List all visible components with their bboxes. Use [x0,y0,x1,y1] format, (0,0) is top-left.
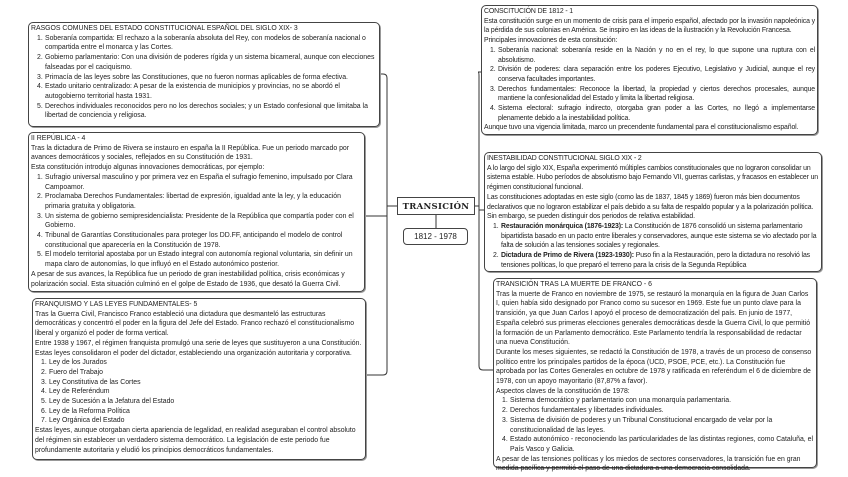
node-transicion-franco[interactable] [493,278,817,473]
list-item: 3. Primacía de las leyes sobre las Constituciones, que no fueron normas aplicables de forma efectiva. [37,73,348,81]
paragraph: A lo largo del siglo XIX, España experimentó múltiples cambios constitucionales que no lograron consolidar un sistema estable. Hubo períodos de absolutismo bajo Fernando VII, guerras carlistas, y fracasos en establecer un régimen constitucional funcional. [487,164,819,192]
list-item: 2. Dictadura de Primo de Rivera (1923-1930): Puso fin a la Restauración, pero la dictadura no resolvió las tensiones políticas, lo que preparó el terreno para la crisis de la Segunda República [493,252,810,269]
paragraph: Esta constitución surge en un momento de crisis para el imperio español, afectado por la invasión napoleónica y la pérdida de sus colonias en América. Se inspiro en las ideas de la ilustración y la Revolución Francesa. [484,17,815,35]
list-item: 3. Sistema de división de poderes y un Tribunal Constitucional encargado de velar por la constitucionalidad de las leyes. [502,416,773,434]
aspectos-list [496,396,814,454]
paragraph: A pesar de las tensiones políticas y los miedos de sectores conservadores, la transición fue en gran medida pacífica y permitió el paso de una dictadura a una democracia consolidada. [496,455,801,473]
list-item: 2. División de poderes: clara separación entre los poderes Ejecutivo, Legislativo y Judicial, aunque el rey conserva facultades importantes. [490,66,815,83]
paragraph: Tras la dictadura de Primo de Rivera se instauro en españa la II República. Fue un periodo marcado por avances democráticos y sociales, reflejados en su Constitución de 1931. [31,144,350,162]
list-item: 5. El modelo territorial apostaba por un Estado integral con autonomía regional voluntaria, sin definir un mapa claro de autonomías, lo que influyó en el Estado autonómico posterior. [37,251,353,269]
list-item: 7. Ley Orgánica del Estado [41,417,125,425]
list-item: 2. Derechos fundamentales y libertades individuales. [502,407,664,415]
paragraph: A pesar de sus avances, la República fue un periodo de gran inestabilidad política, crisis económicas y polarización social. Esta situación culminó en el golpe de Estado de 1936, que desató la Guerra Civil. [31,270,345,288]
paragraph: Estas leyes, aunque otorgaban cierta apariencia de legalidad, en realidad aseguraban el control absoluto del régimen sin establecer un verdadero sistema democrático. La legislación de este periodo fue profundamente autoritaria y eludió los principios democráticos fundamentales. [35,427,356,454]
node-title: FRANQUISMO Y LAS LEYES FUNDAMENTALES- 5 [35,301,198,308]
list-item: 4. Ley de Referéndum [41,388,110,396]
node-title: TRANSICIÓN TRAS LA MUERTE DE FRANCO - 6 [496,281,652,288]
node-constitucion-1812[interactable] [481,5,818,135]
list-item: 3. Derechos fundamentales: Reconoce la libertad, la propiedad y ciertos derechos procesales, aunque mantiene la confesionalidad del Estado y limita la libertad religiosa. [490,85,815,103]
paragraph: Tras la muerte de Franco en noviembre de 1975, se restauró la monarquía en la figura de Juan Carlos I, quien había sido designado por Franco como su sucesor en 1969. Este fue un punto clave para la transición, ya que Juan Carlos I apoyó el proceso de democratización del país. En junio de 1977, España celebró sus primeras elecciones generales democráticas desde la Guerra Civil, lo que permitió la formación de un Parlamento democrático. Este Parlamento tendría la responsabilidad de redactar una nueva Constitución. [496,290,811,347]
list-item: 3. Ley Constitutiva de las Cortes [41,378,141,386]
node-rasgos-comunes[interactable] [28,22,380,127]
list-item: 1. Sufragio universal masculino y por primera vez en España el sufragio femenino, impulsado por Clara Campoamor. [37,173,353,191]
node-franquismo[interactable] [32,298,366,460]
paragraph: Esta constitución introdujo algunas innovaciones democráticas, por ejemplo: [31,164,265,172]
date-range-node[interactable]: 1812 - 1978 [403,228,468,245]
leyes-list [35,358,363,426]
node-title: INESTABILIDAD CONSTITUCIONAL SIGLO XIX - 2 [487,155,642,162]
list-item: 5. Ley de Sucesión a la Jefatura del Estado [41,398,175,406]
periodos-list [487,222,819,271]
node-title: II REPÚBLICA - 4 [31,135,86,142]
list-item: 1. Soberanía nacional: soberanía reside en la Nación y no en el rey, lo que supone una ruptura con el absolutismo. [490,46,815,64]
list-item: 6. Ley de la Reforma Política [41,407,130,415]
list-item: 5. Derechos individuales reconocidos pero no los derechos sociales; y un Estado confesional que limitaba la libertad de conciencia y religiosa. [37,102,368,120]
paragraph: Aspectos claves de la constitución de 1978: [496,387,630,395]
node-ii-republica[interactable] [28,132,365,292]
republica-list [31,173,362,270]
paragraph: Durante los meses siguientes, se redactó la Constitución de 1978, a través de un proceso de consenso político entre los principales partidos de la época (UCD, PSOE, PCE, etc.). La Constitución fue aprobada por las Cortes Generales en octubre de 1978 y ratificada en referéndum el 6 de diciembre de 1978, con un apoyo mayoritario (87,87% a favor). [496,348,812,386]
central-topic-transicion[interactable]: TRANSICIÓN [397,197,475,215]
paragraph: Tras la Guerra Civil, Francisco Franco estableció una dictadura que desmanteló las estructuras democráticas y concentró el poder en la figura del Jefe del Estado. Franco rechazó el constitucionalismo liberal y organizó el poder de forma vertical. [35,310,355,338]
list-item: 1. Sistema democrático y parlamentario con una monarquía parlamentaria. [502,397,731,405]
rasgos-list [31,34,377,121]
paragraph: Las constituciones adoptadas en este siglo (como las de 1837, 1845 y 1869) fueron más bien documentos declarativos que no lograron estabilizar el país debido a su falta de respaldo popular y a la polarización política. Sin embargo, se pueden distinguir dos periodos de relativa estabilidad. [487,193,814,221]
list-item: 3. Un sistema de gobierno semipresidencialista: Presidente de la República que compartía poder con el Gobierno. [37,212,354,230]
list-item: 2. Fuero del Trabajo [41,368,104,376]
list-item: 1. Restauración monárquica (1876-1923): La Constitución de 1876 consolidó un sistema parlamentario bipartidista basado en un pacto entre liberales y conservadores, aunque este sistema se vio afectado por la falta de solución a las tensiones sociales y regionales. [493,222,817,250]
node-title: CONSCITUCIÓN DE 1812 - 1 [484,8,574,15]
node-title: RASGOS COMUNES DEL ESTADO CONSTITUCIONAL ESPAÑOL DEL SIGLO XIX- 3 [31,25,298,32]
paragraph: Aunque tuvo una vigencia limitada, marco un precendente fundamental para el constitucionalismo español. [484,124,799,132]
list-item: 2. Proclamaba Derechos Fundamentales: libertad de expresión, igualdad ante la ley, y la educación primaria gratuita y obligatoria. [37,193,341,210]
list-item: 4. Estado unitario centralizado: A pesar de la existencia de municipios y provincias, no se abordó el autogobierno territorial hasta 1931. [37,83,340,100]
list-item: 1. Ley de los Jurados [41,359,107,367]
innovaciones-list [484,46,815,124]
node-inestabilidad[interactable] [484,152,822,272]
list-item: 1. Soberanía compartida: El rechazo a la soberanía absoluta del Rey, con modelos de soberanía nacional o compartida entre el monarca y las Cortes. [37,34,366,52]
list-item: 4. Sistema electoral: sufragio indirecto, otorgaba gran poder a las Cortes, no llegó a implementarse plenamente debido a la inestabilidad política. [490,105,815,122]
list-item: 4. Tribunal de Garantías Constitucionales para proteger los DD.FF, anticipando el modelo de control constitucional que aparecería en la Constitución de 1978. [37,232,343,249]
list-item: 4. Estado autonómico - reconociendo las particularidades de las distintas regiones, como Cataluña, el País Vasco y Galicia. [502,436,813,453]
list-item: 2. Gobierno parlamentario: Con una división de poderes rígida y un sistema bicameral, aunque con elecciones falseadas por el caciquismo. [37,54,375,71]
paragraph: Principales innovaciones de esta consitución: [484,37,618,45]
paragraph: Entre 1938 y 1967, el régimen franquista promulgó una serie de leyes que sustituyeron a una Constitución. Estas leyes consolidaron el poder del dictador, estableciendo una organización autoritaria y corporativa. [35,339,362,357]
